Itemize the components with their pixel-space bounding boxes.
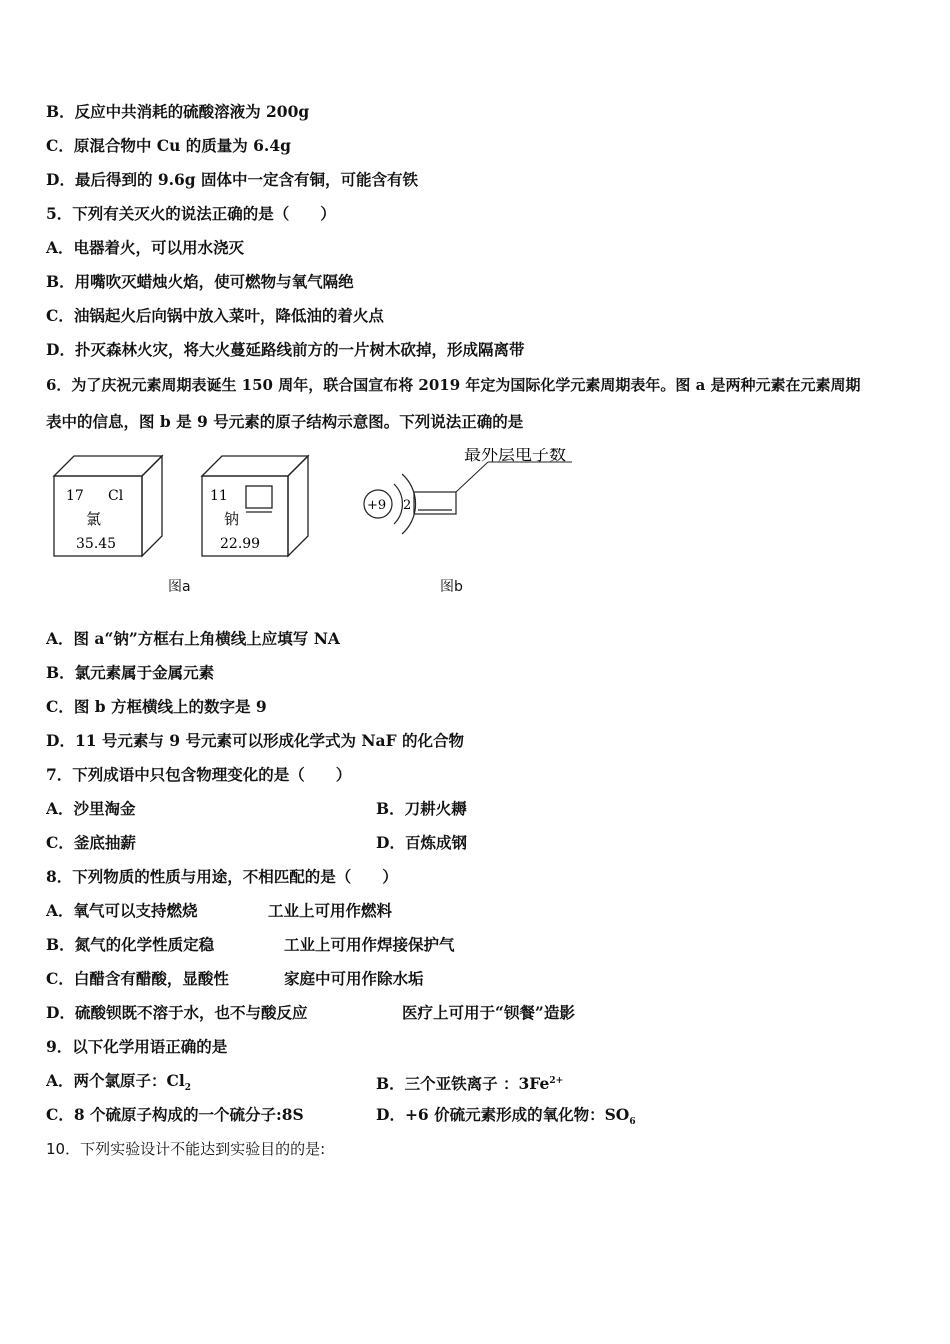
q4-option-c: C．原混合物中 Cu 的质量为 6.4g <box>46 136 291 155</box>
q9-option-d <box>376 1105 636 1132</box>
cl-number: 17 <box>66 488 84 504</box>
figure-a-label: 图a <box>168 579 191 595</box>
q6-option-d: D．11 号元素与 9 号元素可以形成化学式为 NaF 的化合物 <box>46 731 464 750</box>
nucleus-charge: +9 <box>367 498 387 513</box>
q9-option-b <box>376 1071 563 1094</box>
q7-option-a: A．沙里淘金 <box>46 799 136 818</box>
q6-option-b: B．氯元素属于金属元素 <box>46 663 215 682</box>
q4-option-b: B．反应中共消耗的硫酸溶液为 200g <box>46 102 310 121</box>
q9-stem: 9．以下化学用语正确的是 <box>46 1037 228 1056</box>
cl-mass: 35.45 <box>76 536 117 552</box>
q8-option-c-property: C．白醋含有醋酸，显酸性 <box>46 969 229 988</box>
outer-shell-box <box>414 492 456 514</box>
na-mass: 22.99 <box>220 536 261 552</box>
q4-option-d: D．最后得到的 9.6g 固体中一定含有铜，可能含有铁 <box>46 170 419 189</box>
q9-option-d-text: D．+6 价硫元素形成的氧化物：SO <box>376 1105 630 1124</box>
q9-option-b-superscript: 2+ <box>549 1076 564 1086</box>
q6-option-a: A．图 a“钠”方框右上角横线上应填写 NA <box>46 629 340 648</box>
na-symbol-box <box>246 486 272 508</box>
element-diagram <box>40 448 600 608</box>
q7-stem: 7．下列成语中只包含物理变化的是（ ） <box>46 765 352 784</box>
q6-figure <box>40 448 600 608</box>
q8-option-b-property: B．氮气的化学性质定稳 <box>46 935 215 954</box>
q9-option-a <box>46 1071 191 1098</box>
q9-option-a-text: A．两个氯原子：Cl <box>46 1071 185 1090</box>
q8-option-d-use: 医疗上可用于“钡餐”造影 <box>402 1003 575 1022</box>
q8-option-b-use: 工业上可用作焊接保护气 <box>284 935 455 954</box>
chlorine-cube <box>54 456 162 556</box>
outer-shell-callout: 最外层电子数 <box>464 448 566 465</box>
q5-option-a: A．电器着火，可以用水浇灭 <box>46 238 245 257</box>
na-number: 11 <box>210 488 228 504</box>
q8-stem: 8．下列物质的性质与用途，不相匹配的是（ ） <box>46 867 398 886</box>
q7-option-c: C．釜底抽薪 <box>46 833 136 852</box>
q5-stem: 5．下列有关灭火的说法正确的是（ ） <box>46 204 336 223</box>
q5-option-d: D．扑灭森林火灾，将大火蔓延路线前方的一片树木砍掉，形成隔离带 <box>46 340 525 359</box>
sodium-cube <box>202 456 308 556</box>
shell1-count: 2 <box>403 498 412 513</box>
q9-option-b-text: B．三个亚铁离子 ：3Fe <box>376 1074 550 1094</box>
q9-option-a-subscript: 2 <box>184 1083 192 1094</box>
q10-stem: 10．下列实验设计不能达到实验目的的是: <box>46 1140 326 1158</box>
q8-option-c-use: 家庭中可用作除水垢 <box>284 969 424 988</box>
q8-option-a-use: 工业上可用作燃料 <box>268 901 393 920</box>
q5-option-c: C．油锅起火后向锅中放入菜叶，降低油的着火点 <box>46 306 384 325</box>
q9-option-c: C．8 个硫原子构成的一个硫分子:8S <box>46 1105 304 1124</box>
cl-name: 氯 <box>86 510 102 528</box>
q7-option-b: B．刀耕火耨 <box>376 799 467 818</box>
na-name: 钠 <box>224 510 240 528</box>
q9-option-d-subscript: 6 <box>629 1117 636 1128</box>
atom-structure <box>364 448 572 534</box>
q6-stem-line1: 6．为了庆祝元素周期表诞生 150 周年，联合国宣布将 2019 年定为国际化学元素周期表年。图 a 是两种元素在元素周期 <box>46 376 861 394</box>
figure-b-label: 图b <box>440 579 463 595</box>
q5-option-b: B．用嘴吹灭蜡烛火焰，使可燃物与氧气隔绝 <box>46 272 354 291</box>
q6-option-c: C．图 b 方框横线上的数字是 9 <box>46 697 267 716</box>
q6-stem-line2: 表中的信息，图 b 是 9 号元素的原子结构示意图。下列说法正确的是 <box>46 412 524 431</box>
q7-option-d: D．百炼成钢 <box>376 833 467 852</box>
q8-option-a-property: A．氧气可以支持燃烧 <box>46 901 198 920</box>
cl-symbol: Cl <box>108 488 124 504</box>
q8-option-d-property: D．硫酸钡既不溶于水，也不与酸反应 <box>46 1003 308 1022</box>
